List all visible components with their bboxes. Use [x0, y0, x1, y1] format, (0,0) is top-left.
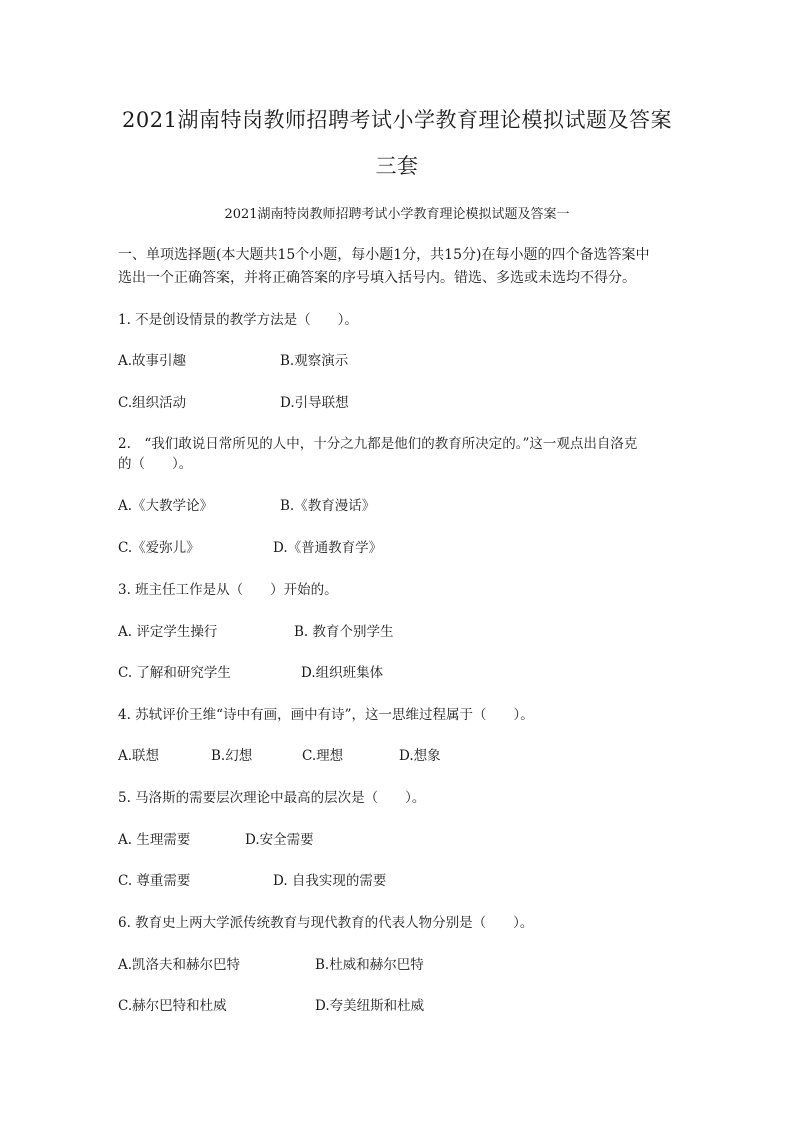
question-5-option-d: D. 自我实现的需要	[273, 873, 387, 889]
question-2-option-b: B.《教育漫话》	[280, 498, 376, 514]
question-1-option-a: A.故事引趣	[118, 353, 187, 369]
question-6-stem: 6. 教育史上两大学派传统教育与现代教育的代表人物分别是（ ）。	[118, 915, 534, 931]
question-5-stem: 5. 马洛斯的需要层次理论中最高的层次是（ ）。	[118, 790, 426, 806]
question-2-option-a: A.《大教学论》	[118, 498, 214, 514]
question-1-option-d: D.引导联想	[280, 395, 349, 411]
question-5-option-b: D.安全需要	[245, 832, 314, 848]
document-title-line-2: 三套	[375, 154, 419, 178]
question-6-option-b: B.杜威和赫尔巴特	[315, 957, 424, 973]
question-5-option-a: A. 生理需要	[118, 832, 191, 848]
question-3-option-b: B. 教育个别学生	[294, 624, 394, 640]
question-2-stem-line-1: 2. “我们敢说日常所见的人中，十分之九都是他们的教育所决定的。”这一观点出自洛克	[118, 436, 638, 452]
question-2-option-c: C.《爱弥儿》	[118, 540, 200, 556]
section-intro-line-2: 选出一个正确答案，并将正确答案的序号填入括号内。错选、多选或未选均不得分。	[118, 270, 636, 286]
question-4-option-d: D.想象	[399, 748, 441, 764]
document-subtitle: 2021湖南特岗教师招聘考试小学教育理论模拟试题及答案一	[224, 207, 570, 222]
question-4-stem: 4. 苏轼评价王维“诗中有画，画中有诗”，这一思维过程属于（ ）。	[118, 707, 534, 723]
question-3-stem: 3. 班主任工作是从（ ）开始的。	[118, 582, 338, 598]
question-3-option-a: A. 评定学生操行	[118, 624, 218, 640]
question-1-option-b: B.观察演示	[280, 353, 349, 369]
question-2-stem-line-2: 的（ ）。	[118, 456, 193, 472]
document-title-line-1: 2021湖南特岗教师招聘考试小学教育理论模拟试题及答案	[122, 108, 672, 132]
question-4-option-a: A.联想	[118, 748, 160, 764]
question-2-option-d: D.《普通教育学》	[273, 540, 383, 556]
question-3-option-c: C. 了解和研究学生	[118, 665, 231, 681]
question-3-option-d: D.组织班集体	[301, 665, 384, 681]
question-6-option-c: C.赫尔巴特和杜威	[118, 998, 227, 1014]
question-4-option-c: C.理想	[302, 748, 344, 764]
question-1-stem: 1. 不是创设情景的教学方法是（ ）。	[118, 312, 358, 328]
question-1-option-c: C.组织活动	[118, 395, 187, 411]
question-4-option-b: B.幻想	[211, 748, 253, 764]
question-6-option-a: A.凯洛夫和赫尔巴特	[118, 957, 241, 973]
question-6-option-d: D.夸美纽斯和杜威	[315, 998, 425, 1014]
question-5-option-c: C. 尊重需要	[118, 873, 191, 889]
section-intro-line-1: 一、单项选择题(本大题共15个小题，每小题1分，共15分)在每小题的四个备选答案中	[118, 247, 650, 263]
